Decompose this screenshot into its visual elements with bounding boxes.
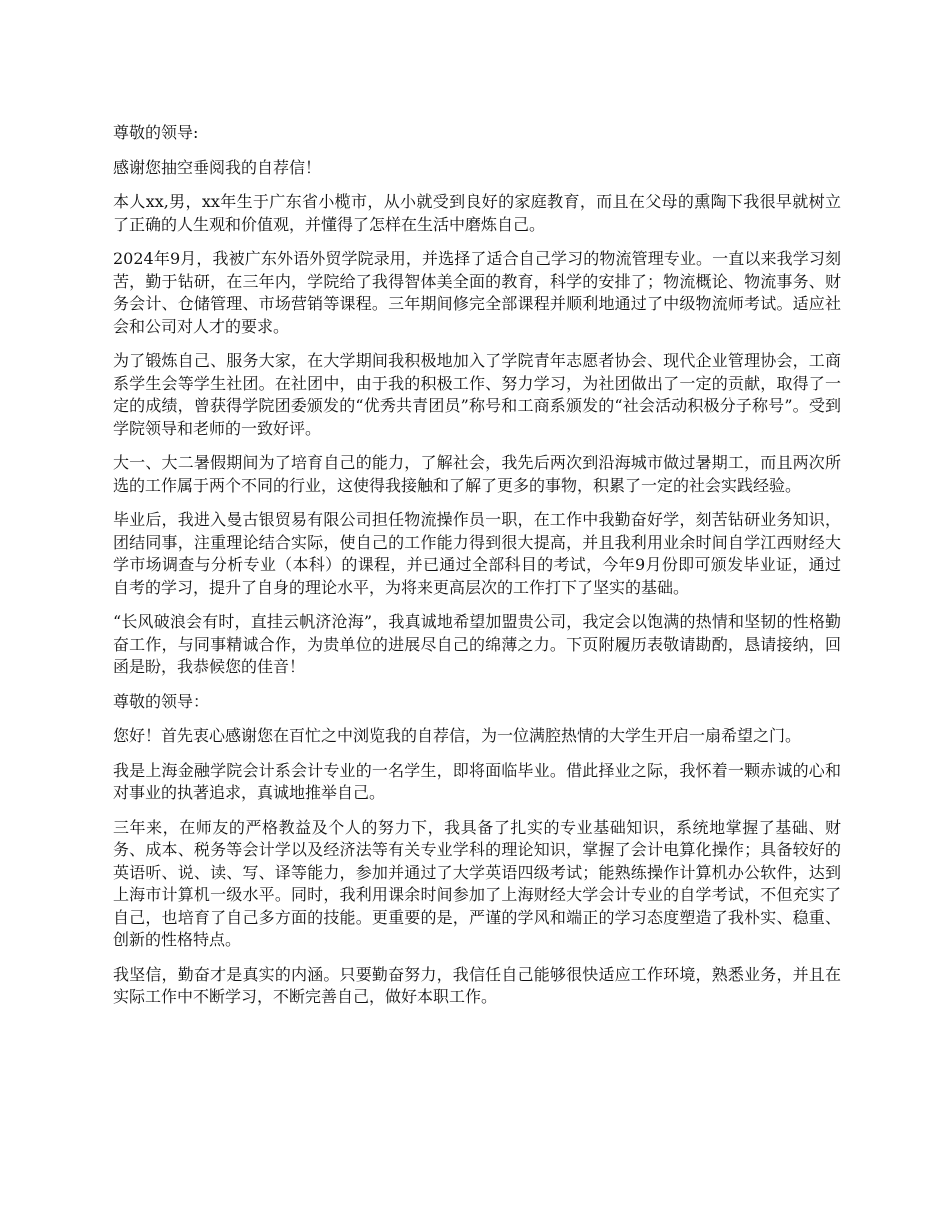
summer-work-paragraph: 大一、大二暑假期间为了培育自己的能力，了解社会，我先后两次到沿海城市做过暑期工，而且两次所选的工作属于两个不同的行业，这使得我接触和了解了更多的事物，积累了一定的社会实践经验。 (113, 453, 841, 495)
self-intro-paragraph: 我是上海金融学院会计系会计专业的一名学生，即将面临毕业。借此择业之际，我怀着一颗赤诚的心和对事业的执著追求，真诚地推举自己。 (113, 760, 841, 802)
activities-paragraph: 为了锻炼自己、服务大家，在大学期间我积极地加入了学院青年志愿者协会、现代企业管理协会，工商系学生会等学生社团。在社团中，由于我的积极工作、努力学习，为社团做出了一定的贡献，取得了一定的成绩，曾获得学院团委颁发的“优秀共青团员”称号和工商系颁发的“社会活动积极分子称号”。受到学院领导和老师的一致好评。 (113, 351, 841, 438)
salutation-2: 尊敬的领导： (113, 691, 210, 711)
intro-paragraph: 本人xx,男，xx年生于广东省小榄市，从小就受到良好的家庭教育，而且在父母的熏陶下我很早就树立了正确的人生观和价值观，并懂得了怎样在生活中磨炼自己。 (113, 192, 841, 234)
career-paragraph: 毕业后，我进入曼古银贸易有限公司担任物流操作员一职，在工作中我勤奋好学，刻苦钻研业务知识，团结同事，注重理论结合实际，使自己的工作能力得到很大提高，并且我利用业余时间自学江西财经大学市场调查与分析专业（本科）的课程，并已通过全部科目的考试，今年9月份即可颁发毕业证，通过自考的学习，提升了自身的理论水平，为将来更高层次的工作打下了坚实的基础。 (113, 510, 841, 597)
greeting-paragraph: 您好！首先衷心感谢您在百忙之中浏览我的自荐信，为一位满腔热情的大学生开启一扇希望之门。 (113, 726, 802, 745)
closing-paragraph-2: 我坚信，勤奋才是真实的内涵。只要勤奋努力，我信任自己能够很快适应工作环境，熟悉业务，并且在实际工作中不断学习，不断完善自己，做好本职工作。 (113, 964, 841, 1006)
closing-paragraph-1: “长风破浪会有时，直挂云帆济沧海”，我真诚地希望加盟贵公司，我定会以饱满的热情和坚韧的性格勤奋工作，与同事精诚合作，为贵单位的进展尽自己的绵薄之力。下页附履历表敬请勘酌，恳请接纳，回函是盼，我恭候您的佳音！ (113, 612, 841, 676)
salutation-1: 尊敬的领导: (113, 123, 199, 142)
skills-paragraph: 三年来，在师友的严格教益及个人的努力下，我具备了扎实的专业基础知识，系统地掌握了基础、财务、成本、税务等会计学以及经济法等有关专业学科的理论知识，掌握了会计电算化操作；具备较好的英语听、说、读、写、译等能力，参加并通过了大学英语四级考试；能熟练操作计算机办公软件，达到上海市计算机一级水平。同时，我利用课余时间参加了上海财经大学会计专业的自学考试，不但充实了自己，也培育了自己多方面的技能。更重要的是，严谨的学风和端正的学习态度塑造了我朴实、稳重、创新的性格特点。 (113, 817, 841, 949)
education-paragraph: 2024年9月，我被广东外语外贸学院录用，并选择了适合自己学习的物流管理专业。一直以来我学习刻苦，勤于钻研，在三年内，学院给了我得智体美全面的教育，科学的安排了；物流概论、物流事务、财务会计、仓储管理、市场营销等课程。三年期间修完全部课程并顺利地通过了中级物流师考试。适应社会和公司对人才的要求。 (113, 249, 841, 336)
document-page (113, 122, 841, 1021)
thanks-line: 感谢您抽空垂阅我的自荐信！ (113, 157, 322, 177)
